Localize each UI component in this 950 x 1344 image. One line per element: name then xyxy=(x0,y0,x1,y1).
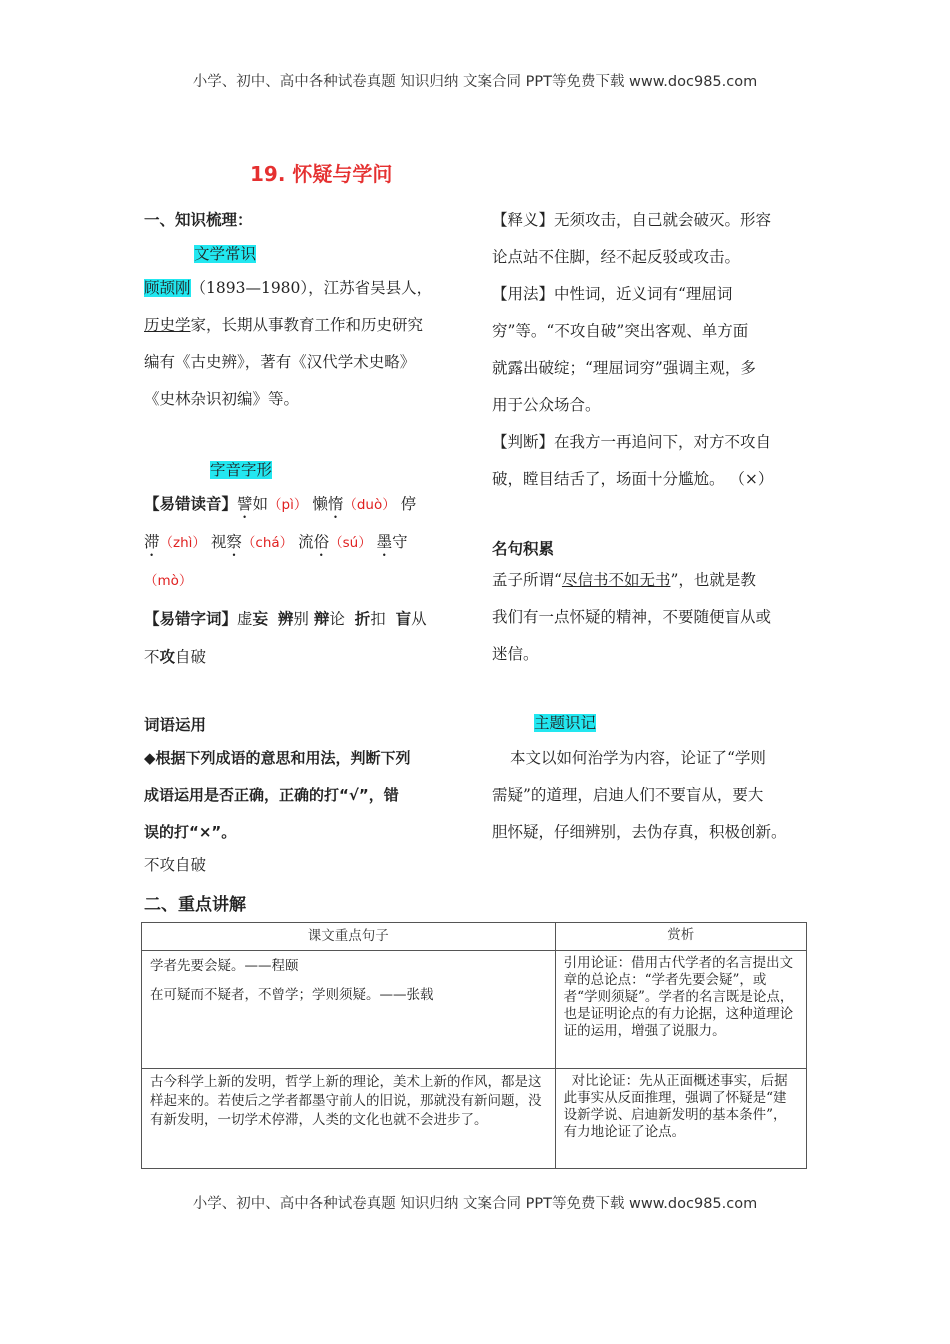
table-header-sentences: 课文重点句子 xyxy=(142,923,556,951)
quote-block: 孟子所谓“尽信书不如无书”，也就是教 我们有一点怀疑的精神，不要随便盲从或 迷信。 xyxy=(492,571,772,663)
table-header-analysis: 赏析 xyxy=(555,923,806,951)
table-row: 古今科学上新的发明，哲学上新的理论，美术上新的作风，都是这样起来的。若使后之学者都墨守前人的旧说，那就没有新问题，没有新发明，一切学术停滞，人类的文化也就不会进步了。 对比论证：先从正面概述事实，后据此事实从反面推理，强调了怀疑是“建设新学说、启迪新发明的基本条件”，有力地论证了论点。 xyxy=(142,1069,807,1169)
page-header: 小学、初中、高中各种试卷真题 知识归纳 文案合同 PPT等免费下载 www.doc985.com xyxy=(192,74,758,90)
idiom: 不攻自破 xyxy=(144,856,207,874)
quote-heading: 名句积累 xyxy=(492,540,555,558)
author-profession: 历史学 xyxy=(144,316,191,334)
pron-heading: 【易错读音】 xyxy=(144,494,238,513)
usage-heading: 词语运用 xyxy=(144,716,207,734)
page-title: 19. 怀疑与学问 xyxy=(250,162,393,186)
section2-heading: 二、重点讲解 xyxy=(144,895,246,915)
author-block: 顾颉刚（1893—1980），江苏省吴县人， 历史学家，长期从事教育工作和历史研究 编有《古史辨》，著有《汉代学术史略》 《史林杂识初编》等。 xyxy=(144,279,433,408)
words-heading: 【易错字词】 xyxy=(144,609,238,628)
section1-heading: 一、知识梳理： xyxy=(144,211,253,229)
table-row: 学者先要会疑。——程颐 在可疑而不疑者，不曾学；学则须疑。——张载 引用论证：借用古代学者的名言提出文章的总论点：“学者先要会疑”，或者“学则须疑”。学者的名言既是论点，也是证明论点的有力论据，这种道理论证的运用，增强了说服力。 xyxy=(142,951,807,1069)
key-sentences-table xyxy=(141,922,807,1169)
pron-block: 【易错读音】譬如（pì） 懒惰（duò） 停 滞（zhì） 视察（chá） 流俗（sú） 墨守 （mò） 【易错字词】虚妄 辨别 辩论 折扣 盲从 不攻自破 xyxy=(144,494,427,666)
idiom-explanation: 【释义】无须攻击，自己就会破灭。形容 论点站不住脚，经不起反驳或攻击。 【用法】中性词，近义词有“理屈词 穷”等。“不攻自破”突出客观、单方面 就露出破绽；“理屈词穷”强调主观，多 用于公众场合。 【判断】在我方一再追问下，对方不攻自 破，瞠目结舌了，场面十分尴尬。 （×） xyxy=(492,211,774,488)
theme-label: 主题识记 xyxy=(534,714,597,732)
page-footer: 小学、初中、高中各种试卷真题 知识归纳 文案合同 PPT等免费下载 www.doc985.com xyxy=(192,1196,758,1212)
usage-question: ◆根据下列成语的意思和用法，判断下列 成语运用是否正确，正确的打“√”，错 误的打“×”。 xyxy=(144,749,411,841)
pron-label: 字音字形 xyxy=(210,461,273,479)
lit-label: 文学常识 xyxy=(194,245,257,263)
author-name: 顾颉刚 xyxy=(144,279,191,297)
theme-block: 本文以如何治学为内容，论证了“学则 需疑”的道理，启迪人们不要盲从，要大 胆怀疑，仔细辨别，去伪存真，积极创新。 xyxy=(492,749,787,841)
